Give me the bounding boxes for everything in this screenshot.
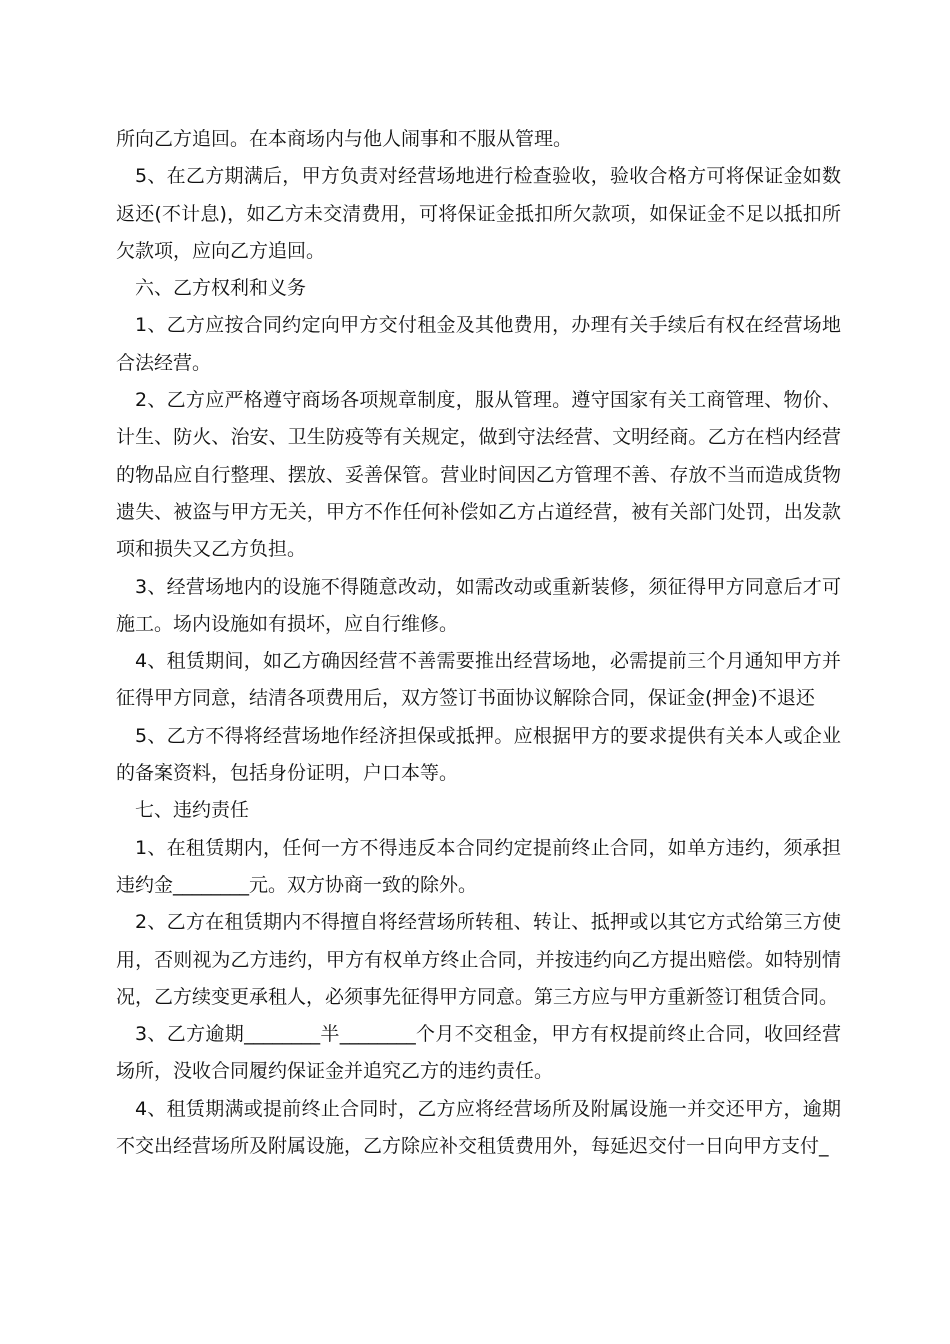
- paragraph-breach-4: 4、租赁期满或提前终止合同时，乙方应将经营场所及附属设施一并交还甲方，逾期不交出经营场所及附属设施，乙方除应补交租赁费用外，每延迟交付一日向甲方支付_: [116, 1097, 841, 1158]
- paragraph-rights-2: 2、乙方应严格遵守商场各项规章制度，服从管理。遵守国家有关工商管理、物价、计生、防火、治安、卫生防疫等有关规定，做到守法经营、文明经商。乙方在档内经营的物品应自行整理、摆放、妥善保管。营业时间因乙方管理不善、存放不当而造成货物遗失、被盗与甲方无关，甲方不作任何补偿如乙方占道经营，被有关部门处罚，出发款项和损失又乙方负担。: [116, 389, 841, 561]
- paragraph-rights-5: 5、乙方不得将经营场地作经济担保或抵押。应根据甲方的要求提供有关本人或企业的备案资料，包括身份证明，户口本等。: [116, 724, 841, 785]
- document-body: [116, 121, 841, 1165]
- paragraph-breach-2: 2、乙方在租赁期内不得擅自将经营场所转租、转让、抵押或以其它方式给第三方使用，否则视为乙方违约，甲方有权单方终止合同，并按违约向乙方提出赔偿。如特别情况，乙方续变更承租人，必须事先征得甲方同意。第三方应与甲方重新签订租赁合同。: [116, 911, 841, 1008]
- paragraph-rights-3: 3、经营场地内的设施不得随意改动，如需改动或重新装修，须征得甲方同意后才可施工。场内设施如有损坏，应自行维修。: [116, 575, 841, 635]
- paragraph-continuation: 所向乙方追回。在本商场内与他人闹事和不服从管理。: [116, 128, 573, 150]
- section-heading-tenant-rights: 六、乙方权利和义务: [135, 277, 307, 300]
- paragraph-breach-1: 1、在租赁期内，任何一方不得违反本合同约定提前终止合同，如单方违约，须承担违约金________元。双方协商一致的除外。: [116, 836, 841, 896]
- paragraph-rights-1: 1、乙方应按合同约定向甲方交付租金及其他费用，办理有关手续后有权在经营场地合法经营。: [116, 314, 841, 374]
- paragraph-breach-3: 3、乙方逾期________半________个月不交租金，甲方有权提前终止合同，收回经营场所，没收合同履约保证金并追究乙方的违约责任。: [116, 1023, 841, 1083]
- paragraph-deposit-return: 5、在乙方期满后，甲方负责对经营场地进行检查验收，验收合格方可将保证金如数返还(不计息)，如乙方未交清费用，可将保证金抵扣所欠款项，如保证金不足以抵扣所欠款项，应向乙方追回。: [116, 165, 841, 262]
- section-heading-breach-liability: 七、违约责任: [135, 799, 250, 822]
- paragraph-rights-4: 4、租赁期间，如乙方确因经营不善需要推出经营场地，必需提前三个月通知甲方并征得甲方同意，结清各项费用后，双方签订书面协议解除合同，保证金(押金)不退还: [116, 650, 841, 710]
